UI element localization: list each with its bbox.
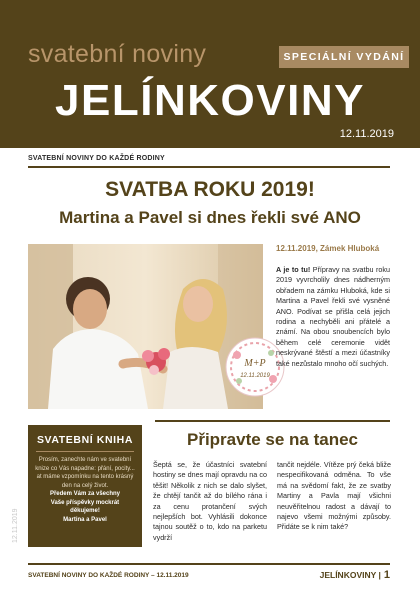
guestbook-thanks-1: Předem Vám za všechny xyxy=(49,491,121,497)
article-byline: 12.11.2019, Zámek Hluboká xyxy=(276,244,380,253)
article-subheadline: Martina a Pavel si dnes řekli své ANO xyxy=(59,208,361,227)
tagline: SVATEBNÍ NOVINY DO KAŽDÉ RODINY xyxy=(28,155,165,162)
section-column-1: Šeptá se, že účastníci svatební hostiny se dnes mají opravdu na co těšit! Několik z nich se dalo slyšet, že chtějí tančit až do bílého rána i za cenu protančení svých nejlepších bot. Vyhlásili dokonce tajnou soutěž o to, kdo na parketu vydrží xyxy=(153,460,267,542)
guestbook-thanks-2: Vaše příspěvky mockrát xyxy=(50,499,120,506)
footer-tagline: SVATEBNÍ NOVINY DO KAŽDÉ RODINY – 12.11.2019 xyxy=(28,572,189,579)
side-date-mark xyxy=(8,485,20,545)
page-number: 1 xyxy=(383,569,390,581)
section-divider xyxy=(155,420,390,422)
top-divider xyxy=(28,166,390,168)
guestbook-title: SVATEBNÍ KNIHA xyxy=(36,434,134,446)
footer-title xyxy=(320,569,390,581)
guestbook-signature: Martina a Pavel xyxy=(63,516,107,523)
guestbook-body: Prosím, zanechte nám ve svatební knize co Vás napadne: přání, pocity... at máme vzpomínku na tento krásný den na celý život. xyxy=(35,457,135,489)
guestbook-thanks-3: děkujeme! xyxy=(70,508,100,514)
article-headline: SVATBA ROKU 2019! xyxy=(105,178,315,201)
side-mark-text: 12.11.2019 xyxy=(12,508,19,543)
seal-date: 12.11.2019 xyxy=(240,373,270,379)
guestbook-text xyxy=(34,456,136,524)
section-column-2: tančit nejdéle. Vítěze prý čeká bliže nespecifikovaná odměna. To vše má na svědomí fakt, že ze svatby Martiny a Pavla mají všichni neuvěřitelnou radost a dávají to najevo všemi možnými způsoby. Přidáte se k nim také? xyxy=(277,460,391,532)
masthead xyxy=(0,0,420,148)
paper-name: svatební noviny xyxy=(28,40,207,68)
issue-date: 12.11.2019 xyxy=(339,128,394,140)
article-lead xyxy=(276,265,390,369)
footer xyxy=(0,563,420,595)
special-edition-badge: SPECIÁLNÍ VYDÁNÍ xyxy=(279,46,409,68)
lead-body: Přípravy na svatbu roku 2019 vyvrcholily dnes nádherným obřadem na zámku Hluboká, kde si Martina a Pavel řekli své vysněné ANO. Podívat se přišla celá jejich rodina a nechyběli ani přátelé a známí. Na obou snoubencích bylo během celé ceremonie vidět neskrývané štěstí a mezi účastníky také nezůstalo mnoho očí suchých. xyxy=(276,265,390,368)
newspaper-title: JELÍNKOVINY xyxy=(55,76,365,125)
seal-monogram: M+P xyxy=(244,358,266,369)
lead-intro: A je to tu! xyxy=(276,265,311,274)
section-title: Připravte se na tanec xyxy=(186,430,359,449)
guestbook-divider xyxy=(36,451,134,452)
guestbook-box xyxy=(28,425,142,547)
footer-divider xyxy=(28,563,390,565)
footer-paper-name: JELÍNKOVINY | xyxy=(319,570,381,580)
